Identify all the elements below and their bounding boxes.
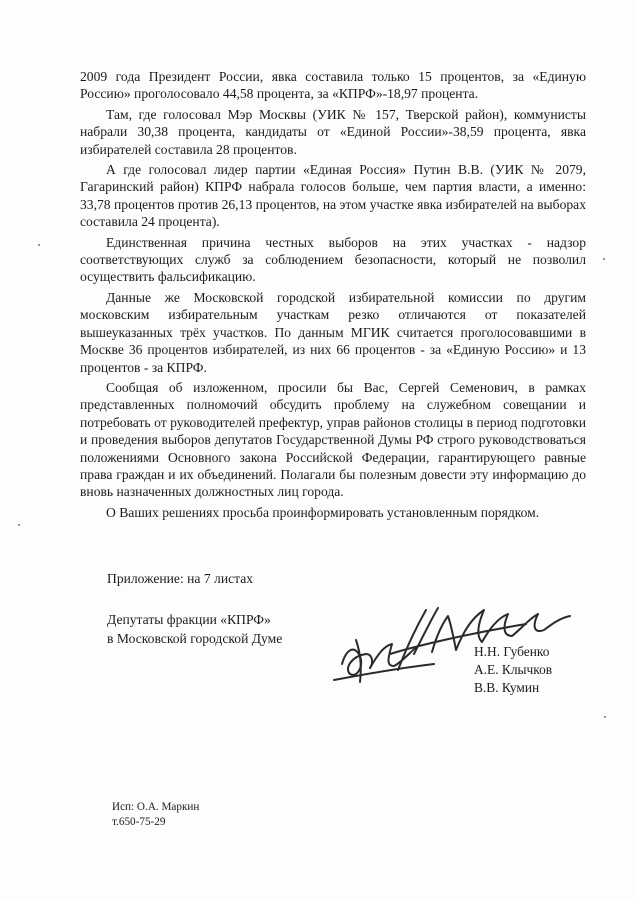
paragraph-request: Сообщая об изложенном, просили бы Вас, Сергей Семенович, в рамках представленных полномочий обсудить проблему на служебном совещании и потребовать от руководителей префектур, управ районов столицы в период подготовки и проведения выборов депутатов Государственной Думы РФ строго руководствоваться положениями Основного закона Российской Федерации, гарантирующего равные права граждан и их объединений. Полагали бы полезным довести эту информацию до вновь назначенных должностных лиц города. [80,379,586,500]
scan-speck [604,716,606,718]
executor-phone: т.650-75-29 [112,816,166,829]
paragraph-putin-precinct: А где голосовал лидер партии «Единая Россия» Путин В.В. (УИК № 2079, Гагаринский район) КПРФ набрала голосов больше, чем партия власти, а именно: 33,78 процентов против 26,13 процентов, на этом участке явка избирателей на выборах составила 24 процента). [80,162,586,230]
paragraph-reason: Единственная причина честных выборов на этих участках - надзор соответствующих служб за соблюдением безопасности, который не позволил осуществить фальсификацию. [80,234,586,285]
executor-block [112,800,199,831]
paragraph-continuation: 2009 года Президент России, явка составила только 15 процентов, за «Единую Россию» проголосовало 44,58 процента, за «КПРФ»-18,97 процента. [80,69,586,102]
scan-speck [18,524,20,526]
attachment-note: Приложение: на 7 листах [107,571,254,586]
letter-body [80,68,586,524]
paragraph-closing: О Ваших решениях просьба проинформировать установленным порядком. [106,504,540,520]
signatory-block [107,610,282,648]
scan-speck [603,258,605,260]
signatory-line-1: Депутаты фракции «КПРФ» [107,612,271,627]
deputy-name-gubenko: Н.Н. Губенко [474,644,550,659]
paragraph-mgik-data: Данные же Московской городской избирательной комиссии по другим московским избирательным участкам резко отличаются от показателей вышеуказанных трёх участков. По данным МГИК считается проголосовавшими в Москве 36 процентов избирателей, из них 66 процентов - за «Единую Россию» и 13 процентов - за КПРФ. [80,289,586,375]
executor-name: Исп: О.А. Маркин [112,801,200,813]
paragraph-mayor-precinct: Там, где голосовал Мэр Москвы (УИК № 157, Тверской район), коммунисты набрали 30,38 процента, кандидаты от «Единой России»-38,59 процента, явка избирателей составила 28 процентов. [80,106,586,157]
signatory-line-2: в Московской городской Думе [107,631,283,646]
deputy-names [474,643,552,697]
scan-speck [38,244,40,246]
deputy-name-klychkov: А.Е. Клычков [474,662,553,677]
deputy-name-kumin: В.В. Кумин [474,680,540,695]
